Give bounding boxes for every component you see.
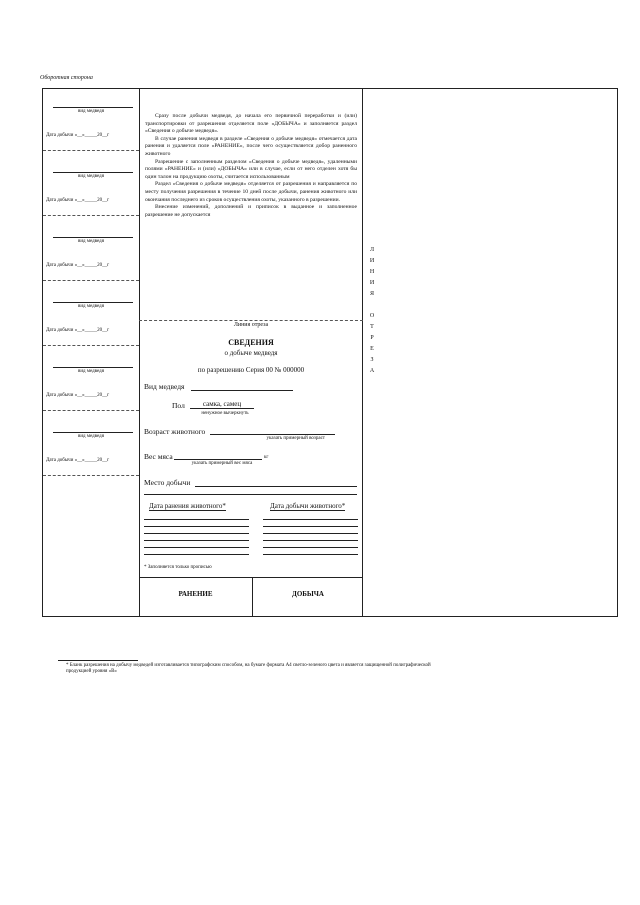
sex-hint: ненужное вычеркнуть bbox=[201, 411, 249, 416]
instructions-block bbox=[145, 113, 357, 219]
stub-species-label: вид медведя bbox=[77, 434, 105, 439]
species-field[interactable] bbox=[191, 390, 293, 391]
vertical-letter: И bbox=[369, 280, 375, 286]
stub-species-field[interactable] bbox=[53, 367, 133, 368]
vertical-letter: Л bbox=[369, 247, 375, 253]
stub-separator bbox=[43, 215, 139, 216]
stub-species-label: вид медведя bbox=[77, 369, 105, 374]
vertical-letter: Т bbox=[370, 324, 374, 330]
harvest-column-header: Дата добычи животного* bbox=[270, 502, 346, 510]
date-line[interactable] bbox=[263, 540, 358, 541]
info-footnote: * Заполняется только прописью bbox=[144, 565, 212, 570]
stub-species-field[interactable] bbox=[53, 302, 133, 303]
stub-species-label: вид медведя bbox=[77, 239, 105, 244]
stub-separator bbox=[43, 475, 139, 476]
stub-species-field[interactable] bbox=[53, 107, 133, 108]
permit-reference: по разрешению Серия 00 № 000000 bbox=[197, 366, 305, 374]
vertical-letter: З bbox=[370, 357, 374, 363]
vertical-letter: Р bbox=[370, 335, 374, 341]
vertical-letter: Е bbox=[370, 346, 374, 352]
stub-separator bbox=[43, 345, 139, 346]
date-line[interactable] bbox=[263, 519, 358, 520]
sex-options[interactable]: самка, самец bbox=[190, 400, 254, 409]
date-line[interactable] bbox=[144, 519, 249, 520]
vertical-letter: А bbox=[369, 368, 375, 374]
stub-species-field[interactable] bbox=[53, 172, 133, 173]
weight-unit: кг bbox=[264, 455, 269, 460]
stub-species-label: вид медведя bbox=[77, 174, 105, 179]
instruction-paragraph: Внесение изменений, дополнений и приписок в выданное и заполненное разрешение не допускается bbox=[145, 204, 357, 218]
date-line[interactable] bbox=[144, 533, 249, 534]
stub-date-label[interactable]: Дата добычи «__»_____20__г bbox=[46, 328, 110, 333]
cut-line-label: Линия отреза bbox=[233, 322, 269, 328]
info-title: СВЕДЕНИЯ bbox=[228, 338, 274, 347]
wound-column-header: Дата ранения животного* bbox=[149, 502, 226, 510]
place-field[interactable] bbox=[195, 486, 357, 487]
age-field[interactable] bbox=[210, 434, 335, 435]
age-hint: указать примерный возраст bbox=[266, 436, 325, 441]
stub-species-field[interactable] bbox=[53, 237, 133, 238]
stub-date-label[interactable]: Дата добычи «__»_____20__г bbox=[46, 198, 110, 203]
stub-species-label: вид медведя bbox=[77, 109, 105, 114]
instruction-paragraph: Сразу после добычи медведя, до начала его первичной переработки и (или) транспортировки от разрешения отделяется поле «ДОБЫЧА» и заполняется раздел «Сведения о добыче медведя». bbox=[145, 113, 357, 135]
cut-line bbox=[139, 320, 363, 321]
stub-separator bbox=[43, 150, 139, 151]
age-label: Возраст животного bbox=[144, 427, 206, 436]
stub-date-label[interactable]: Дата добычи «__»_____20__г bbox=[46, 458, 110, 463]
place-field-2[interactable] bbox=[144, 494, 357, 495]
date-line[interactable] bbox=[144, 526, 249, 527]
species-label: Вид медведя bbox=[144, 382, 185, 391]
sex-label: Пол bbox=[172, 401, 185, 410]
vertical-letter: И bbox=[369, 258, 375, 264]
info-subtitle: о добыче медведя bbox=[224, 349, 278, 357]
instruction-paragraph: Разрешение с заполненным разделом «Сведения о добыче медведя», удаленными полями «РАНЕНИЕ» и (или) «ДОБЫЧА» или в случае, если от него отделен хотя бы один талон на продукцию охоты, считается использованным bbox=[145, 158, 357, 180]
instruction-paragraph: В случае ранения медведя в разделе «Сведения о добыче медведя» отмечается дата ранения и удаляется поле «РАНЕНИЕ», после чего осуществляется добор раненного животного bbox=[145, 135, 357, 157]
stub-species-field[interactable] bbox=[53, 432, 133, 433]
harvest-tab[interactable]: ДОБЫЧА bbox=[292, 590, 324, 598]
page-footnote: * Бланк разрешения на добычу медведей изготавливается типографским способом, на бумаге формата А4 светло-зеленого цвета и является защищенной полиграфической продукцией уровня «В» bbox=[66, 663, 431, 674]
date-line[interactable] bbox=[144, 547, 249, 548]
stub-date-label[interactable]: Дата добычи «__»_____20__г bbox=[46, 133, 110, 138]
vertical-letter: Н bbox=[369, 269, 375, 275]
weight-label: Вес мяса bbox=[144, 452, 173, 461]
vertical-letter: Я bbox=[369, 291, 374, 297]
instruction-paragraph: Раздел «Сведения о добыче медведя» отделяется от разрешения и направляется по месту получения разрешения в течение 10 дней после добычи, ранения животного или окончания последнего из сроков осуществления охоты, указанного в разрешении. bbox=[145, 181, 357, 203]
stub-separator bbox=[43, 410, 139, 411]
date-line[interactable] bbox=[263, 554, 358, 555]
stub-separator bbox=[43, 280, 139, 281]
place-label: Место добычи bbox=[144, 478, 191, 487]
cut-line-vertical-text bbox=[368, 245, 376, 377]
stub-date-label[interactable]: Дата добычи «__»_____20__г bbox=[46, 393, 110, 398]
weight-hint: указать примерный вес мяса bbox=[191, 461, 253, 466]
date-line[interactable] bbox=[263, 547, 358, 548]
weight-field[interactable] bbox=[174, 459, 262, 460]
stub-species-label: вид медведя bbox=[77, 304, 105, 309]
date-line[interactable] bbox=[144, 540, 249, 541]
page-side-note: Оборотная сторона bbox=[40, 75, 93, 81]
vertical-letter bbox=[368, 300, 376, 311]
vertical-letter: О bbox=[369, 313, 375, 319]
date-line[interactable] bbox=[144, 554, 249, 555]
stub-date-label[interactable]: Дата добычи «__»_____20__г bbox=[46, 263, 110, 268]
date-line[interactable] bbox=[263, 526, 358, 527]
wound-tab[interactable]: РАНЕНИЕ bbox=[178, 590, 213, 598]
date-line[interactable] bbox=[263, 533, 358, 534]
